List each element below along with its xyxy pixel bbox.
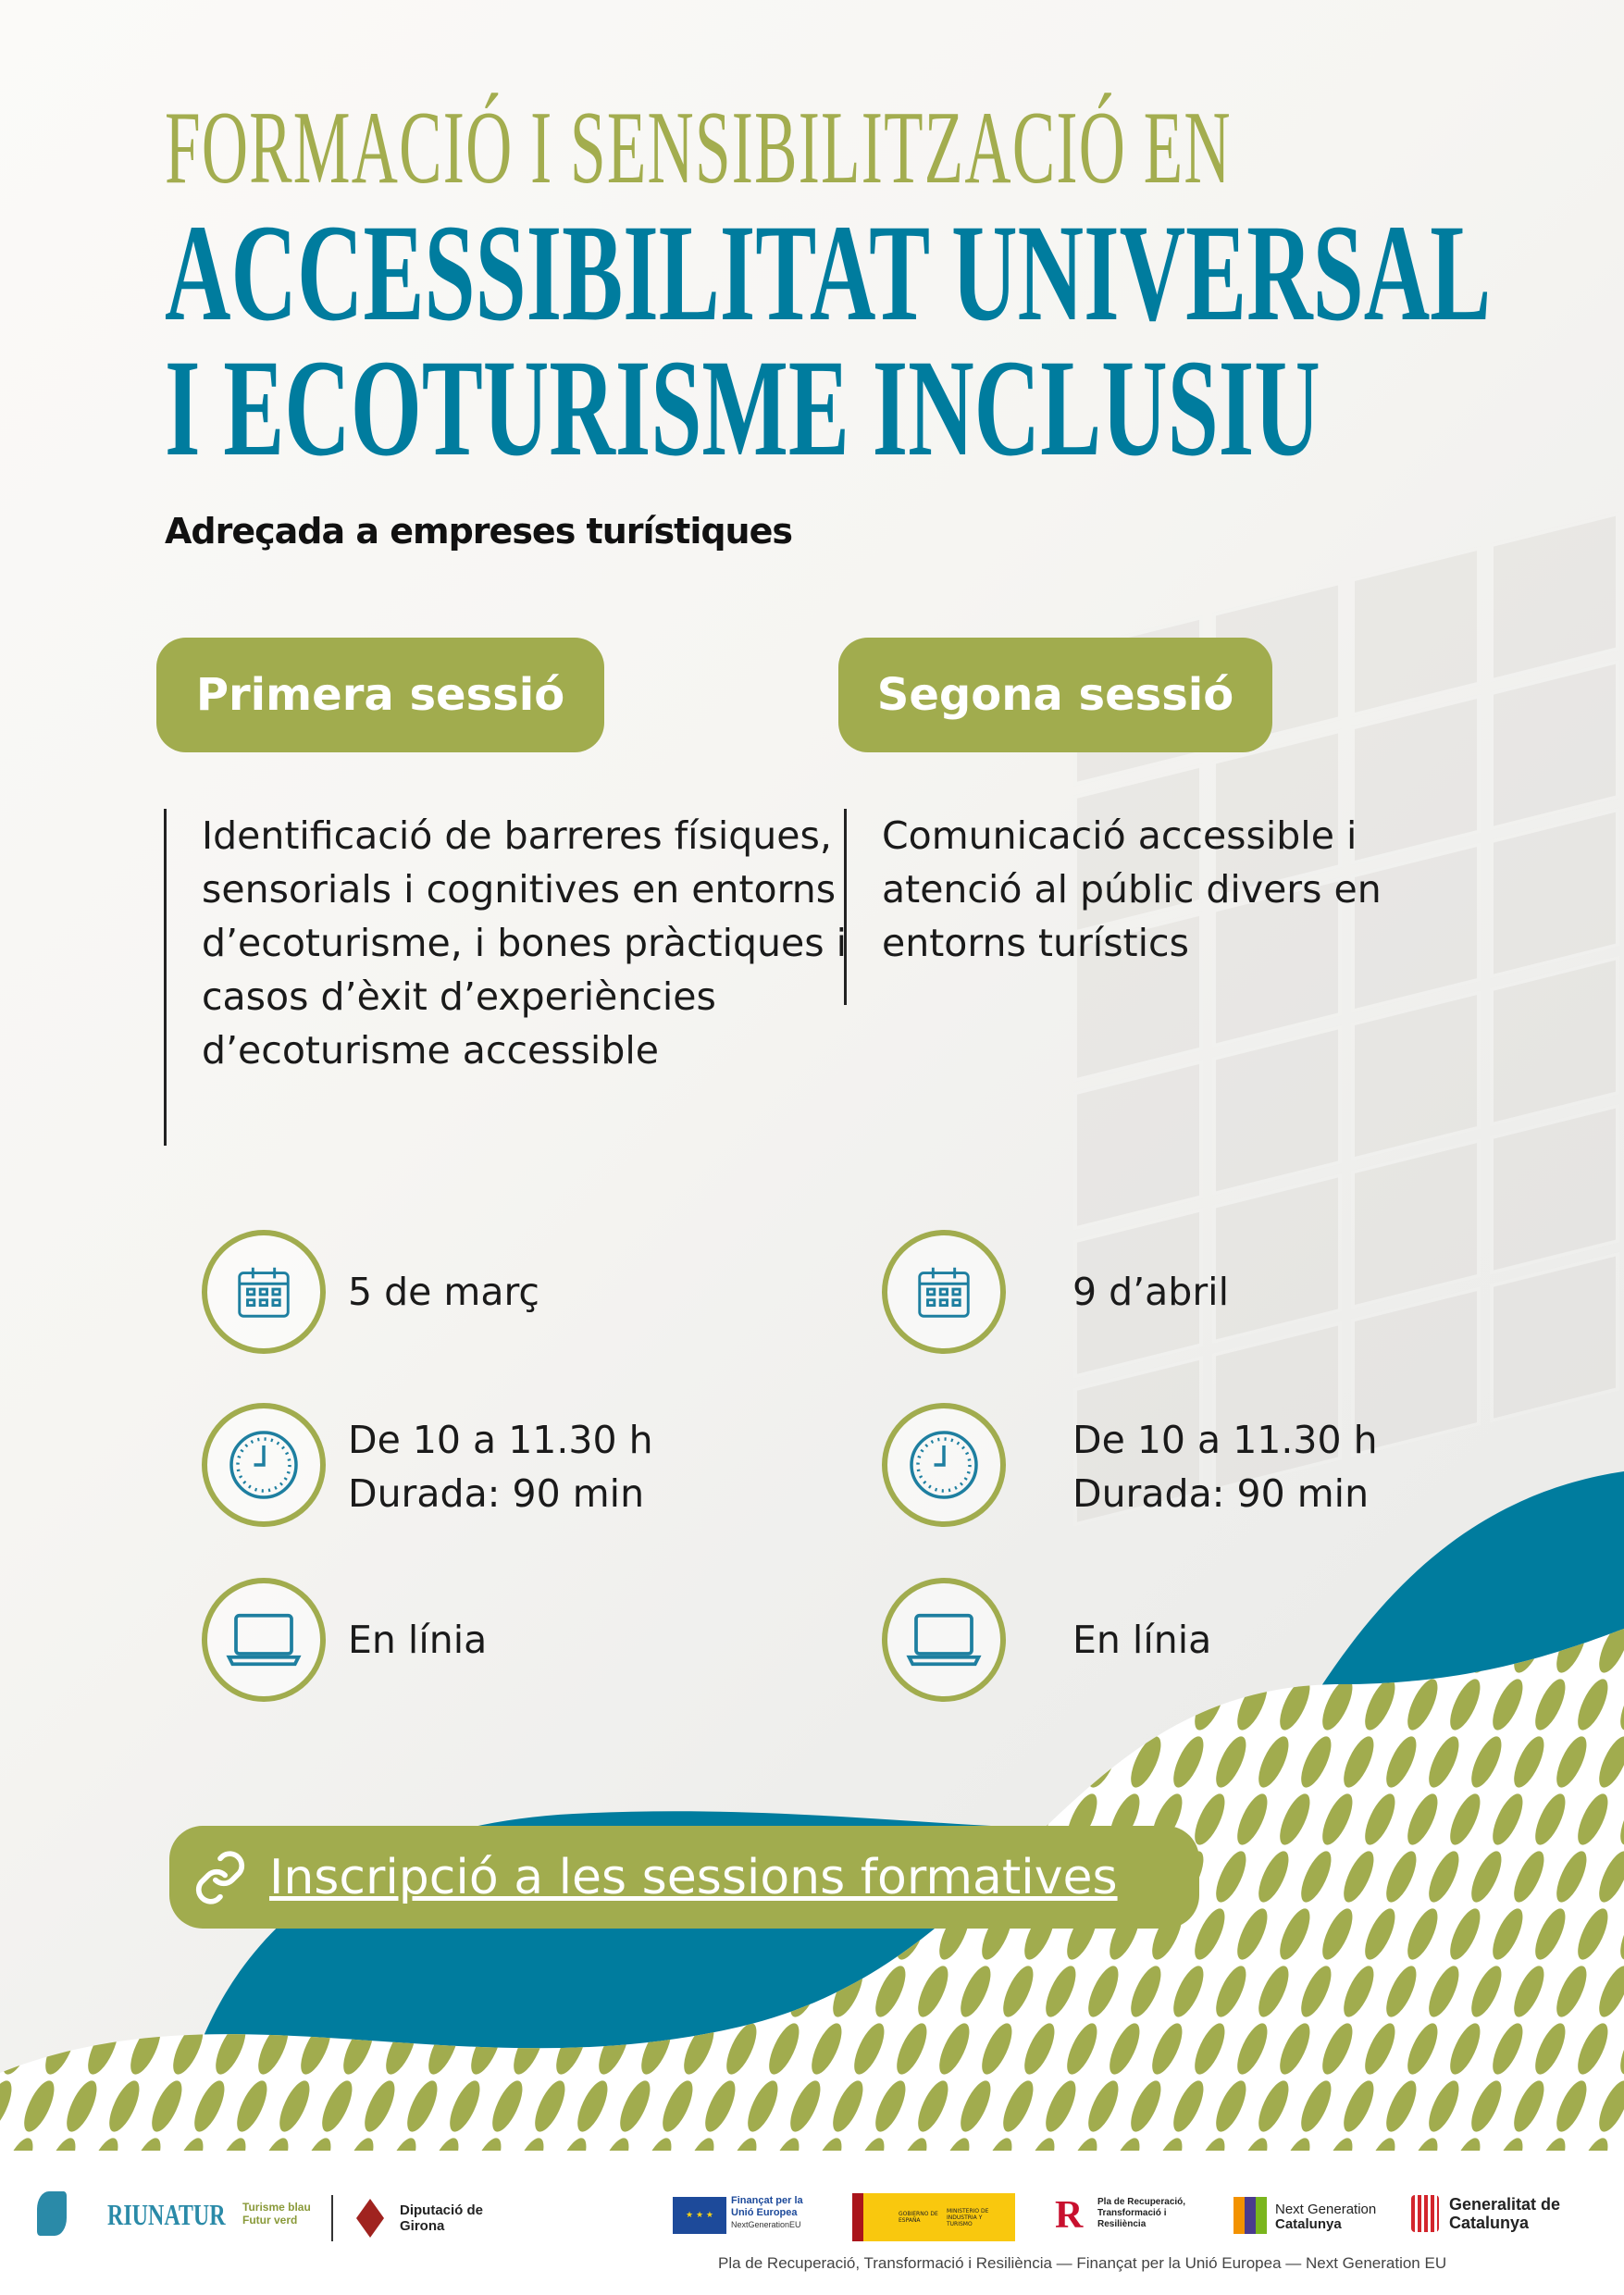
leaf-mark: [955, 1732, 997, 1792]
calendar-icon: [231, 1259, 296, 1324]
leaf-mark: [0, 1904, 39, 1964]
tag2: Futur verd: [242, 2214, 298, 2227]
leaf-mark: [465, 1675, 507, 1734]
leaf-mark: [146, 1732, 188, 1792]
funding-legend: Pla de Recuperació, Transformació i Resiliència — Finançat per la Unió Europea — Next Generation EU: [718, 2254, 1447, 2272]
subtitle: Adreçada a empreses turístiques: [165, 511, 792, 552]
leaf-mark: [82, 1790, 124, 1849]
diputacio-logo: [356, 2199, 384, 2238]
leaf-mark: [104, 1732, 145, 1792]
leaf-mark: [402, 1732, 443, 1792]
leaf-mark: [593, 1675, 635, 1734]
leaf-mark: [912, 1732, 954, 1792]
leaf-mark: [529, 1732, 571, 1792]
leaf-mark: [998, 1732, 1039, 1792]
gobierno-logo: [852, 2193, 1015, 2241]
leaf-mark: [614, 1618, 656, 1677]
tag1: Turisme blau: [242, 2201, 311, 2214]
session-2-description: Comunicació accessible i atenció al públic divers en entorns turístics: [844, 809, 1418, 1005]
leaf-mark: [19, 1847, 60, 1906]
divider: [331, 2195, 333, 2241]
time-icon-circle: [202, 1403, 326, 1527]
leaf-mark: [19, 1618, 60, 1677]
leaf-mark: [19, 1732, 60, 1792]
leaf-mark: [657, 1732, 699, 1792]
leaf-mark: [40, 1904, 81, 1964]
footer-logos: [0, 2151, 1624, 2295]
leaf-mark: [125, 1675, 167, 1734]
leaf-mark: [572, 1732, 614, 1792]
leaf-mark: [614, 1732, 656, 1792]
leaf-mark: [721, 1675, 762, 1734]
leaf-mark: [487, 1618, 528, 1677]
leaf-mark: [785, 1732, 826, 1792]
leaf-mark: [827, 1618, 869, 1677]
leaf-mark: [61, 1618, 103, 1677]
registration-link[interactable]: [169, 1826, 1199, 1929]
laptop-icon: [222, 1598, 305, 1681]
calendar-icon: [911, 1259, 976, 1324]
session-2-mode: En línia: [1072, 1618, 1212, 1662]
clock-icon: [905, 1426, 983, 1504]
leaf-mark: [763, 1675, 805, 1734]
leaf-mark: [636, 1675, 677, 1734]
leaf-mark: [82, 1904, 124, 1964]
eu-text: [731, 2195, 824, 2231]
leaf-mark: [870, 1732, 911, 1792]
date-icon-circle: [882, 1230, 1006, 1354]
leaf-mark: [316, 1732, 358, 1792]
clock-icon: [225, 1426, 303, 1504]
leaf-mark: [0, 1962, 18, 2021]
mode-icon-circle: [202, 1578, 326, 1702]
leaf-mark: [82, 1675, 124, 1734]
leaf-mark: [61, 1962, 103, 2021]
leaf-mark: [274, 1732, 316, 1792]
session-1-description: Identificació de barreres físiques, sensorials i cognitives en entorns d’ecoturisme, i bones pràctiques i casos d’èxit d’experiències d’ecoturisme accessible: [164, 809, 849, 1146]
date-icon-circle: [202, 1230, 326, 1354]
session-1-date: 5 de març: [348, 1270, 539, 1314]
prtr-text: Pla de Recuperació, Transformació i Resiliència: [1097, 2197, 1186, 2229]
eu-flag: ★ ★ ★: [673, 2197, 726, 2234]
title-line-1: FORMACIÓ I SENSIBILITZACIÓ EN: [165, 91, 1232, 205]
leaf-mark: [189, 1732, 230, 1792]
leaf-mark: [785, 1618, 826, 1677]
title-line-3: I ECOTURISME INCLUSIU: [165, 331, 1320, 485]
leaf-mark: [423, 1675, 465, 1734]
leaf-mark: [1061, 1675, 1103, 1734]
leaf-mark: [104, 1618, 145, 1677]
leaf-mark: [1040, 1732, 1082, 1792]
leaf-mark: [551, 1675, 592, 1734]
leaf-mark: [0, 1675, 39, 1734]
session-2-time: [1072, 1413, 1378, 1520]
diputacio-name: Diputació de Girona: [400, 2202, 484, 2234]
leaf-mark: [700, 1732, 741, 1792]
session-1-mode: En línia: [348, 1618, 488, 1662]
leaf-mark: [61, 1732, 103, 1792]
mode-icon-circle: [882, 1578, 1006, 1702]
leaf-mark: [359, 1732, 401, 1792]
leaf-mark: [0, 1790, 39, 1849]
leaf-mark: [742, 1732, 784, 1792]
session-2-label: Segona sessió: [838, 638, 1272, 752]
ngc-text: [1275, 2202, 1376, 2232]
time: De 10 a 11.30 h: [348, 1418, 653, 1462]
leaf-mark: [827, 1732, 869, 1792]
leaf-mark: [231, 1732, 273, 1792]
riunatur-logo: [37, 2191, 67, 2236]
leaf-mark: [338, 1675, 379, 1734]
link-icon: [192, 1849, 249, 1906]
duration: Durada: 90 min: [1072, 1471, 1370, 1516]
leaf-mark: [1019, 1675, 1060, 1734]
leaf-mark: [146, 1962, 188, 2021]
leaf-mark: [0, 1847, 18, 1906]
ngc-logo: [1233, 2197, 1267, 2234]
riunatur-name: RIUNATUR: [107, 2198, 226, 2231]
leaf-mark: [508, 1675, 550, 1734]
ngc2: Catalunya: [1275, 2216, 1342, 2232]
duration: Durada: 90 min: [348, 1471, 645, 1516]
leaf-mark: [487, 1732, 528, 1792]
leaf-mark: [380, 1675, 422, 1734]
leaf-mark: [806, 1675, 848, 1734]
eu-label: Finançat per la Unió Europea: [731, 2195, 803, 2218]
session-1-label: Primera sessió: [156, 638, 604, 752]
leaf-mark: [700, 1618, 741, 1677]
gencat-text: Generalitat de Catalunya: [1449, 2195, 1561, 2232]
leaf-mark: [444, 1732, 486, 1792]
title-line-2: ACCESSIBILITAT UNIVERSAL: [165, 196, 1492, 350]
gencat-logo: [1411, 2195, 1439, 2232]
leaf-mark: [104, 1962, 145, 2021]
time-icon-circle: [882, 1403, 1006, 1527]
leaf-mark: [678, 1675, 720, 1734]
registration-link-text[interactable]: Inscripció a les sessions formatives: [269, 1849, 1118, 1905]
leaf-mark: [40, 1675, 81, 1734]
session-1-time: [348, 1413, 653, 1520]
prtr-logo: R: [1055, 2194, 1084, 2237]
leaf-mark: [125, 1790, 167, 1849]
leaf-mark: [40, 1790, 81, 1849]
leaf-mark: [146, 1618, 188, 1677]
leaf-mark: [167, 1675, 209, 1734]
session-2-date: 9 d’abril: [1072, 1270, 1229, 1314]
ministerio-text: MINISTERIO DE INDUSTRIA Y TURISMO: [947, 2207, 989, 2227]
leaf-mark: [529, 1618, 571, 1677]
leaf-mark: [104, 1847, 145, 1906]
leaf-mark: [1210, 1618, 1252, 1677]
leaf-mark: [1295, 1618, 1337, 1677]
leaf-mark: [1253, 1618, 1295, 1677]
leaf-mark: [125, 1904, 167, 1964]
leaf-mark: [1104, 1675, 1146, 1734]
leaf-mark: [849, 1675, 890, 1734]
leaf-mark: [657, 1618, 699, 1677]
riunatur-tagline: [242, 2201, 311, 2227]
leaf-mark: [61, 1847, 103, 1906]
leaf-mark: [0, 1732, 18, 1792]
time: De 10 a 11.30 h: [1072, 1418, 1378, 1462]
leaf-mark: [572, 1618, 614, 1677]
eu-sub: NextGenerationEU: [731, 2220, 801, 2229]
leaf-mark: [19, 1962, 60, 2021]
leaf-mark: [742, 1618, 784, 1677]
laptop-icon: [902, 1598, 986, 1681]
leaf-mark: [0, 1618, 18, 1677]
gobierno-text: GOBIERNO DE ESPAÑA: [899, 2211, 938, 2224]
ngc1: Next Generation: [1275, 2202, 1377, 2217]
